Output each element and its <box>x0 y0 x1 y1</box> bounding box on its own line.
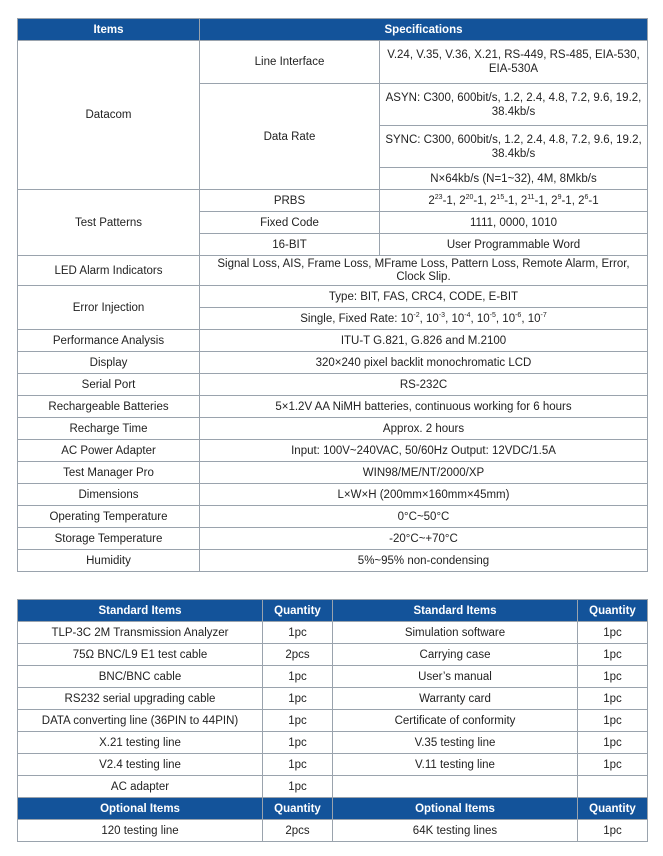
quantity-cell: 1pc <box>263 754 333 776</box>
standard-item: Carrying case <box>333 644 578 666</box>
specifications-header: Specifications <box>200 19 648 41</box>
quantity-header: Quantity <box>263 798 333 820</box>
prbs-term: $2^{11}-1$, <box>520 193 552 207</box>
table-row <box>18 754 648 776</box>
optional-header-row <box>18 798 648 820</box>
items-table <box>17 599 648 842</box>
optional-item: 64K testing lines <box>333 820 578 842</box>
fixed-code-label: Fixed Code <box>200 212 380 234</box>
quantity-header: Quantity <box>578 798 648 820</box>
table-row <box>18 710 648 732</box>
test-patterns-label: Test Patterns <box>18 190 200 256</box>
spec-row-item: Operating Temperature <box>18 506 200 528</box>
table-row <box>18 666 648 688</box>
standard-item: BNC/BNC cable <box>18 666 263 688</box>
spec-row-value: RS-232C <box>200 374 648 396</box>
spec-row-item: Humidity <box>18 550 200 572</box>
quantity-cell: 2pcs <box>263 820 333 842</box>
table-row <box>18 644 648 666</box>
spec-row <box>18 528 648 550</box>
spec-row-value: Approx. 2 hours <box>200 418 648 440</box>
bit16-label: 16-BIT <box>200 234 380 256</box>
datacom-label: Datacom <box>18 41 200 190</box>
standard-items-header: Standard Items <box>18 600 263 622</box>
quantity-cell: 1pc <box>263 688 333 710</box>
led-alarm-label: LED Alarm Indicators <box>18 256 200 286</box>
spec-row-item: Recharge Time <box>18 418 200 440</box>
prbs-value <box>380 190 648 212</box>
quantity-cell: 1pc <box>578 754 648 776</box>
spec-row-item: Test Manager Pro <box>18 462 200 484</box>
optional-items-header: Optional Items <box>333 798 578 820</box>
specifications-table <box>17 18 648 572</box>
standard-item <box>333 776 578 798</box>
quantity-header: Quantity <box>263 600 333 622</box>
line-interface-value: V.24, V.35, V.36, X.21, RS-449, RS-485, EIA-530, EIA-530A <box>380 41 648 84</box>
spec-row-item: AC Power Adapter <box>18 440 200 462</box>
spec-row-value: Input: 100V~240VAC, 50/60Hz Output: 12VDC/1.5A <box>200 440 648 462</box>
table-row <box>18 732 648 754</box>
standard-item: V2.4 testing line <box>18 754 263 776</box>
spec-row-value: L×W×H (200mm×160mm×45mm) <box>200 484 648 506</box>
spec-row-value: -20°C~+70°C <box>200 528 648 550</box>
spec-row <box>18 374 648 396</box>
prbs-label: PRBS <box>200 190 380 212</box>
spec-row-item: Serial Port <box>18 374 200 396</box>
standard-items-header: Standard Items <box>333 600 578 622</box>
spec-row-item: Dimensions <box>18 484 200 506</box>
prbs-term: $2^9-1$, <box>551 193 579 207</box>
spec-row <box>18 396 648 418</box>
standard-item: RS232 serial upgrading cable <box>18 688 263 710</box>
quantity-cell: 1pc <box>263 710 333 732</box>
spec-row-value: 5%~95% non-condensing <box>200 550 648 572</box>
quantity-header: Quantity <box>578 600 648 622</box>
table-row <box>18 820 648 842</box>
spec-row <box>18 330 648 352</box>
table-row <box>18 688 648 710</box>
prbs-term: $2^{23}-1$, <box>428 193 460 207</box>
quantity-cell: 1pc <box>578 820 648 842</box>
data-rate-sync: SYNC: C300, 600bit/s, 1.2, 2.4, 4.8, 7.2, 9.6, 19.2, 38.4kb/s <box>380 126 648 168</box>
quantity-cell: 1pc <box>578 666 648 688</box>
spec-row <box>18 462 648 484</box>
standard-item: X.21 testing line <box>18 732 263 754</box>
bit16-value: User Programmable Word <box>380 234 648 256</box>
prbs-term: $2^6-1$ <box>578 193 599 207</box>
spec-row-value: ITU-T G.821, G.826 and M.2100 <box>200 330 648 352</box>
quantity-cell: 1pc <box>263 732 333 754</box>
quantity-cell: 1pc <box>263 776 333 798</box>
quantity-cell: 1pc <box>578 688 648 710</box>
standard-item: V.11 testing line <box>333 754 578 776</box>
spec-row-value: 5×1.2V AA NiMH batteries, continuous working for 6 hours <box>200 396 648 418</box>
led-alarm-value: Signal Loss, AIS, Frame Loss, MFrame Loss, Pattern Loss, Remote Alarm, Error, Clock Slip. <box>200 256 648 286</box>
spec-row-item: Performance Analysis <box>18 330 200 352</box>
spec-row <box>18 352 648 374</box>
line-interface-label: Line Interface <box>200 41 380 84</box>
standard-item: DATA converting line (36PIN to 44PIN) <box>18 710 263 732</box>
spec-row-value: 320×240 pixel backlit monochromatic LCD <box>200 352 648 374</box>
standard-item: Warranty card <box>333 688 578 710</box>
error-injection-label: Error Injection <box>18 286 200 330</box>
data-rate-asyn: ASYN: C300, 600bit/s, 1.2, 2.4, 4.8, 7.2, 9.6, 19.2, 38.4kb/s <box>380 84 648 126</box>
items-header: Items <box>18 19 200 41</box>
standard-item: Certificate of conformity <box>333 710 578 732</box>
spec-row <box>18 506 648 528</box>
quantity-cell: 1pc <box>578 622 648 644</box>
quantity-cell: 2pcs <box>263 644 333 666</box>
standard-item: V.35 testing line <box>333 732 578 754</box>
quantity-cell: 1pc <box>263 622 333 644</box>
standard-item: User’s manual <box>333 666 578 688</box>
data-rate-nx64: N×64kb/s (N=1~32), 4M, 8Mkb/s <box>380 168 648 190</box>
optional-item: 120 testing line <box>18 820 263 842</box>
spec-row <box>18 484 648 506</box>
standard-item: Simulation software <box>333 622 578 644</box>
spec-header-row <box>18 19 648 41</box>
spec-row-item: Storage Temperature <box>18 528 200 550</box>
standard-header-row <box>18 600 648 622</box>
spec-row <box>18 440 648 462</box>
spec-row <box>18 550 648 572</box>
error-injection-rate: Single, Fixed Rate: $10^{-2}$, $10^{-3}$, $10^{-4}$, $10^{-5}$, $10^{-6}$, $10^{-7}$ <box>200 308 648 330</box>
optional-items-header: Optional Items <box>18 798 263 820</box>
table-row <box>18 776 648 798</box>
standard-item: AC adapter <box>18 776 263 798</box>
prbs-term: $2^{20}-1$, <box>459 193 491 207</box>
spec-row-value: 0°C~50°C <box>200 506 648 528</box>
quantity-cell: 1pc <box>578 710 648 732</box>
standard-item: 75Ω BNC/L9 E1 test cable <box>18 644 263 666</box>
quantity-cell: 1pc <box>263 666 333 688</box>
spec-row <box>18 418 648 440</box>
quantity-cell: 1pc <box>578 732 648 754</box>
spec-row-value: WIN98/ME/NT/2000/XP <box>200 462 648 484</box>
quantity-cell: 1pc <box>578 644 648 666</box>
quantity-cell <box>578 776 648 798</box>
prbs-term: $2^{15}-1$, <box>490 193 521 207</box>
standard-item: TLP-3C 2M Transmission Analyzer <box>18 622 263 644</box>
spec-row-item: Rechargeable Batteries <box>18 396 200 418</box>
spec-row-item: Display <box>18 352 200 374</box>
error-injection-type: Type: BIT, FAS, CRC4, CODE, E-BIT <box>200 286 648 308</box>
data-rate-label: Data Rate <box>200 84 380 190</box>
fixed-code-value: 1111, 0000, 1010 <box>380 212 648 234</box>
table-row <box>18 622 648 644</box>
